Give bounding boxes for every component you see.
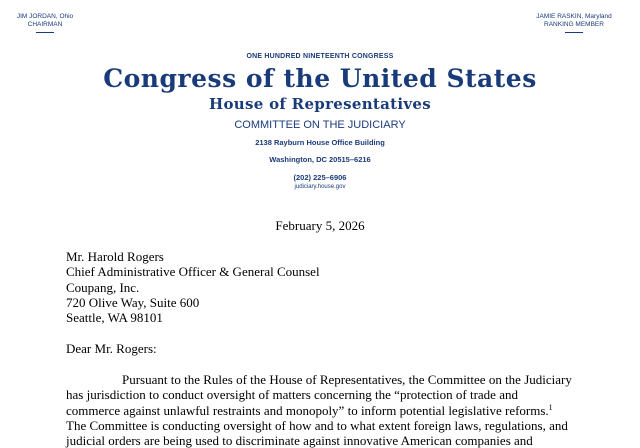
- chairman-block: [10, 13, 80, 33]
- address-line-1: 2138 Rayburn House Office Building: [255, 138, 385, 147]
- house-title: House of Representatives: [209, 95, 431, 113]
- chairman-name: JIM JORDAN, Ohio: [16, 13, 74, 20]
- recipient-line: Coupang, Inc.: [66, 279, 140, 295]
- address-line-2: Washington, DC 20515–6216: [269, 155, 371, 164]
- paragraph-line: judicial orders are being used to discriminate against innovative American companies and: [66, 433, 533, 448]
- congress-title: Congress of the United States: [103, 64, 537, 93]
- letter-date: February 5, 2026: [275, 218, 365, 233]
- paragraph-line: has jurisdiction to conduct oversight of matters concerning the “protection of trade and: [66, 387, 518, 403]
- body-paragraph: [66, 372, 626, 448]
- recipient-address: [66, 249, 626, 325]
- website-link[interactable]: judiciary.house.gov: [294, 184, 346, 190]
- footnote-marker[interactable]: 1: [548, 402, 553, 412]
- ranking-member-name: JAMIE RASKIN, Maryland: [536, 13, 612, 20]
- recipient-line: 720 Olive Way, Suite 600: [66, 294, 200, 310]
- paragraph-line: Pursuant to the Rules of the House of Representatives, the Committee on the Judiciary: [122, 372, 572, 387]
- ranking-member-title: RANKING MEMBER: [544, 21, 604, 28]
- ranking-member-divider: [565, 32, 583, 33]
- recipient-line: Seattle, WA 98101: [66, 310, 163, 326]
- committee-name: COMMITTEE ON THE JUDICIARY: [234, 119, 406, 131]
- recipient-line: Mr. Harold Rogers: [66, 249, 164, 264]
- chairman-title: CHAIRMAN: [27, 21, 63, 28]
- salutation: Dear Mr. Rogers:: [66, 341, 157, 356]
- paragraph-line: The Committee is conducting oversight of how and to what extent foreign laws, regulations, and: [66, 417, 568, 433]
- congress-number: ONE HUNDRED NINETEENTH CONGRESS: [246, 53, 394, 60]
- recipient-line: Chief Administrative Officer & General Counsel: [66, 264, 320, 280]
- chairman-divider: [36, 32, 54, 33]
- paragraph-line: commerce against unlawful restraints and monopoly” to inform potential legislative reforms.$^1$: [66, 402, 553, 418]
- ranking-member-block: [524, 13, 624, 33]
- phone-number: (202) 225–6906: [293, 173, 347, 182]
